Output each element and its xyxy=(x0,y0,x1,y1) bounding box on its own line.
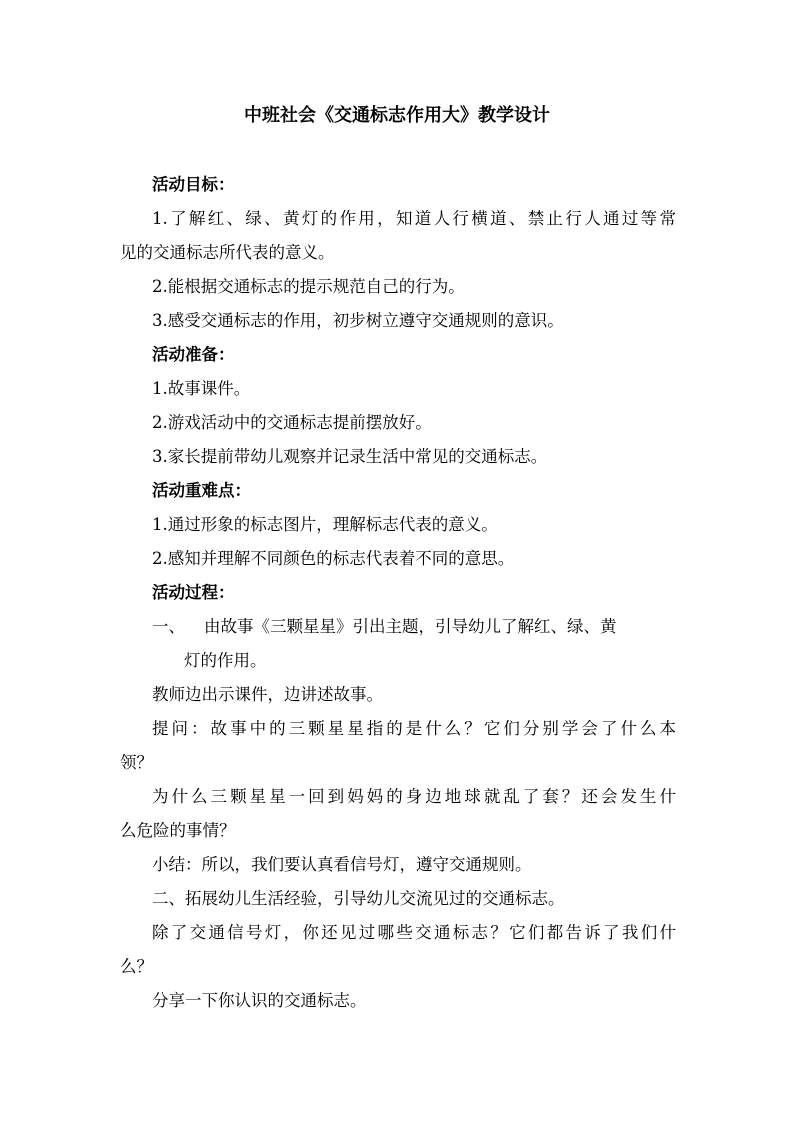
step-1-line-1 xyxy=(120,610,676,644)
step-2-heading: 二、拓展幼儿生活经验，引导幼儿交流见过的交通标志。 xyxy=(152,889,565,908)
step-1-summary: 小结：所以，我们要认真看信号灯，遵守交通规则。 xyxy=(152,855,532,874)
step-1-line-2: 灯的作用。 xyxy=(184,651,267,670)
document-title: 中班社会《交通标志作用大》教学设计 xyxy=(244,105,550,126)
heading-activity-process: 活动过程： xyxy=(152,583,235,602)
goal-3: 3.感受交通标志的作用，初步树立遵守交通规则的意识。 xyxy=(152,311,564,330)
step-2-para-1-line-2: 么？ xyxy=(120,957,153,976)
step-1-para-3-line-1: 为什么三颗星星一回到妈妈的身边地球就乱了套？还会发生什 xyxy=(152,787,676,806)
document-body xyxy=(120,168,676,1018)
step-1-marker: 一、 xyxy=(152,617,185,636)
heading-activity-goals: 活动目标： xyxy=(152,175,235,194)
step-1-para-1: 教师边出示课件，边讲述故事。 xyxy=(152,685,383,704)
goal-1-line-2: 见的交通标志所代表的意义。 xyxy=(120,243,335,262)
goal-1-line-1: 1.了解红、绿、黄灯的作用，知道人行横道、禁止行人通过等常 xyxy=(152,209,676,228)
goal-2: 2.能根据交通标志的提示规范自己的行为。 xyxy=(152,277,465,296)
step-2-para-1-line-1: 除了交通信号灯，你还见过哪些交通标志？它们都告诉了我们什 xyxy=(152,923,676,942)
key-1: 1.通过形象的标志图片，理解标志代表的意义。 xyxy=(152,515,498,534)
heading-key-difficulties: 活动重难点： xyxy=(152,481,251,500)
step-1-para-3-line-2: 么危险的事情？ xyxy=(120,821,236,840)
step-2-para-2: 分享一下你认识的交通标志。 xyxy=(152,991,367,1010)
prep-3: 3.家长提前带幼儿观察并记录生活中常见的交通标志。 xyxy=(152,447,548,466)
prep-1: 1.故事课件。 xyxy=(152,379,251,398)
step-1-para-2-line-1: 提问：故事中的三颗星星指的是什么？它们分别学会了什么本 xyxy=(152,719,676,738)
key-2: 2.感知并理解不同颜色的标志代表着不同的意思。 xyxy=(152,549,515,568)
prep-2: 2.游戏活动中的交通标志提前摆放好。 xyxy=(152,413,432,432)
heading-activity-preparation: 活动准备： xyxy=(152,345,235,364)
step-1-text: 由故事《三颗星星》引出主题，引导幼儿了解红、绿、黄 xyxy=(204,617,617,636)
step-1-para-2-line-2: 领？ xyxy=(120,753,153,772)
